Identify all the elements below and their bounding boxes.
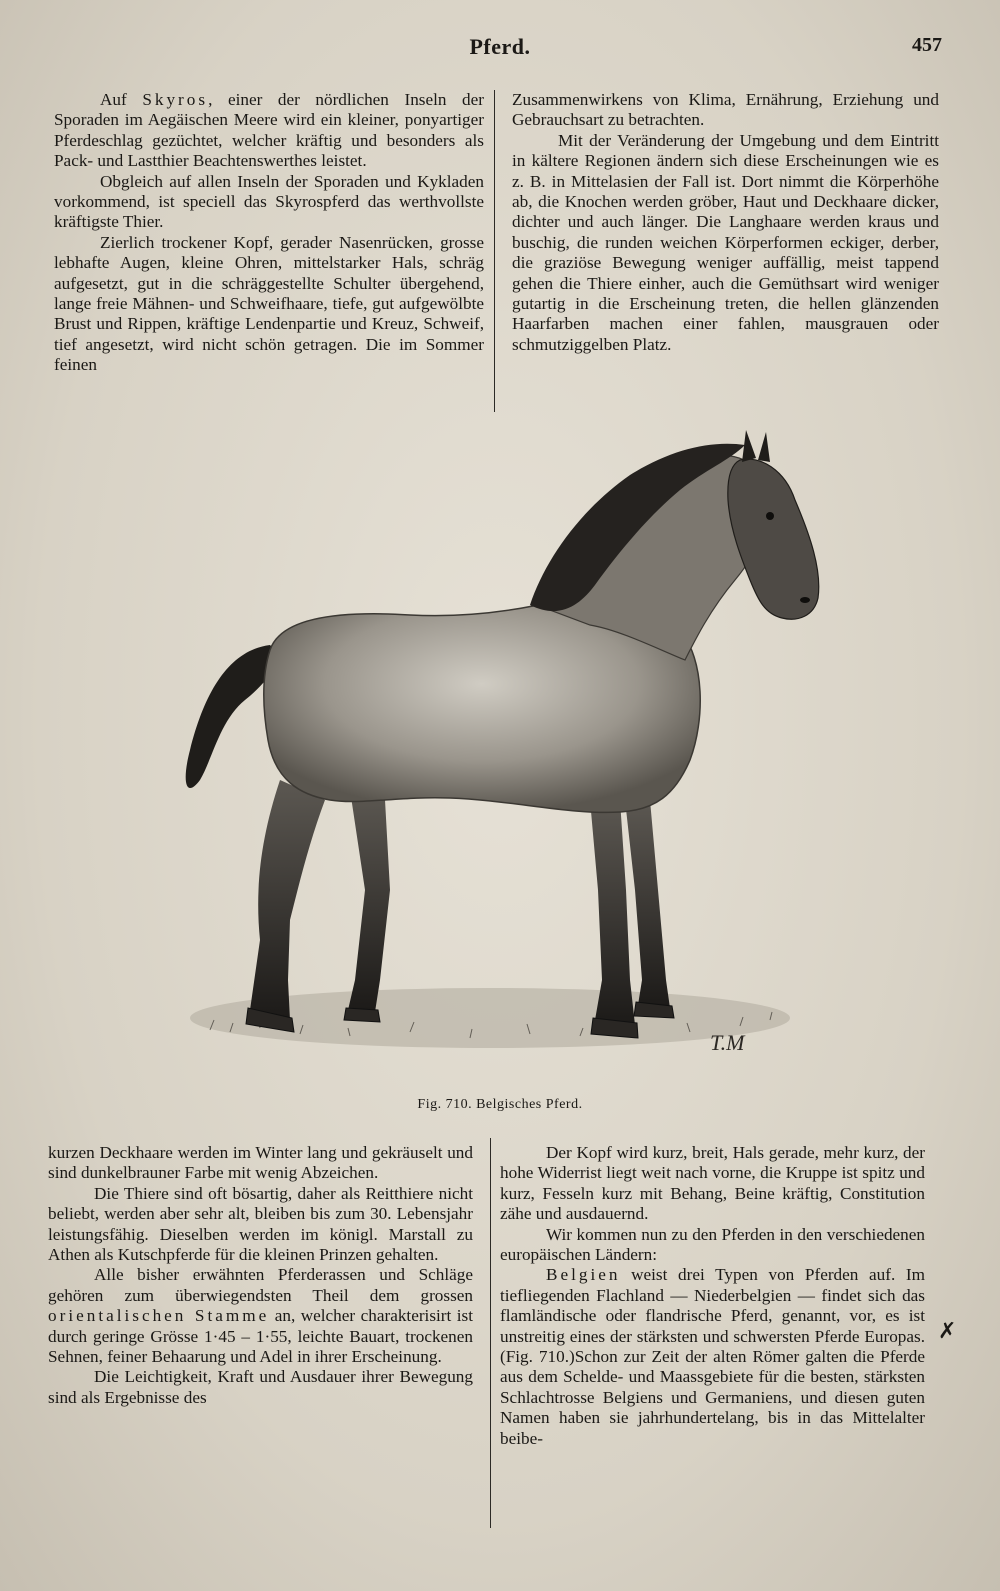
- paragraph-skyros: Auf Skyros, einer der nördlichen Inseln der Sporaden im Aegäischen Meere wird ein kleiner, ponyartiger Pferdeschlag gezüchtet, welcher kräftig und besonders als Pack- und Lastthier Beachtenswerthes leistet.: [54, 90, 484, 171]
- horse-eye: [766, 512, 774, 520]
- spaced-term-belgien: Belgien: [546, 1265, 621, 1285]
- front-leg-far: [625, 800, 670, 1008]
- paragraph-europaeisch: Wir kommen nun zu den Pferden in den verschiedenen europäischen Ländern:: [500, 1224, 925, 1265]
- spaced-term-orientalischen: orientalischen Stamme: [48, 1306, 270, 1326]
- paragraph-sporaden: Obgleich auf allen Inseln der Sporaden und Kykladen vorkommend, ist speciell das Skyrospferd das werthvollste kräftigste Thier.: [54, 171, 484, 232]
- bottom-right-column: [500, 1143, 925, 1449]
- paragraph-klima: Zusammenwirkens von Klima, Ernährung, Erziehung und Gebrauchsart zu betrachten.: [512, 90, 939, 130]
- spaced-term-skyros: Skyros: [142, 90, 209, 109]
- paragraph-leichtigkeit: Die Leichtigkeit, Kraft und Ausdauer ihrer Bewegung sind als Ergebnisse des: [48, 1367, 473, 1407]
- paragraph-description: Zierlich trockener Kopf, gerader Nasenrücken, grosse lebhafte Augen, kleine Ohren, mittelstarker Hals, schräg aufgesetzt, gut in die schräggestellte Schulter übergehend, lange freie Mähnen- und Schweifhaare, tiefe, gut aufgewölbte Brust und Rippen, kräftige Lendenpartie und Kreuz, Schweif, tief angesetzt, wird nicht schön getragen. Die im Sommer feinen: [54, 232, 484, 375]
- horse-ears: [742, 430, 770, 462]
- margin-pencil-mark: ✗: [938, 1318, 957, 1343]
- horse-nostril: [800, 597, 810, 603]
- paragraph-veraenderung: Mit der Veränderung der Umgebung und dem Eintritt in kältere Regionen ändern sich diese Erscheinungen wie es z. B. in Mittelasien der Fall ist. Dort nimmt die Körperhöhe ab, die Knochen werden gröber, Haut und Deckhaare dicker, dichter und auch länger. Die Langhaare werden kraus und buschig, die runden weichen Körperformen eckiger, derber, die graziöse Bewegung weniger auffällig, meist tappend gehen die Thiere einher, auch die Gemüthsart wird weniger gutartig in die Erscheinung treten, die hellen glänzenden Haarfarben machen einer fahlen, mausgrauen oder schmutziggelben Platz.: [512, 130, 939, 354]
- horse-head: [728, 459, 819, 619]
- paragraph-deckhaare: kurzen Deckhaare werden im Winter lang und gekräuselt und sind dunkelbrauner Farbe mit wenig Abzeichen.: [48, 1143, 473, 1183]
- hind-leg-far: [348, 790, 390, 1012]
- belgian-horse-drawing: [150, 420, 850, 1090]
- horse-illustration: [150, 420, 850, 1090]
- paragraph-orientalisch: Alle bisher erwähnten Pferderassen und Schläge gehören zum überwiegendsten Theil dem grossen orientalischen Stamme an, welcher charakterisirt ist durch geringe Grösse 1·45 – 1·55, leichte Bauart, trockenen Sehnen, feiner Behaarung und Adel in ihrer Erscheinung.: [48, 1265, 474, 1367]
- page-header-title: Pferd.: [469, 34, 531, 59]
- paragraph-boesartig: Die Thiere sind oft bösartig, daher als Reitthiere nicht beliebt, werden aber sehr alt, bleiben bis zum 30. Lebensjahr leistungsfähig. Dieselben werden im königl. Marstall zu Athen als Kutschpferde für die kleinen Prinzen gehalten.: [48, 1183, 473, 1265]
- figure-caption: Fig. 710. Belgisches Pferd.: [417, 1097, 583, 1112]
- top-left-column: [54, 90, 484, 376]
- column-divider-top: [494, 90, 495, 412]
- top-right-column: [512, 90, 939, 355]
- column-divider-bottom: [490, 1138, 491, 1528]
- illustrator-signature: T.M: [710, 1030, 745, 1055]
- page-number: 457: [912, 34, 942, 56]
- paragraph-kopf: Der Kopf wird kurz, breit, Hals gerade, mehr kurz, der hohe Widerrist liegt weit nach vorne, die Kruppe ist spitz und kurz, Fesseln kurz mit Behang, Beine kräftig, Constitution zähe und ausdauernd.: [500, 1143, 925, 1224]
- bottom-left-column: [48, 1143, 473, 1408]
- hind-leg-near: [250, 780, 325, 1020]
- paragraph-belgien: Belgien weist drei Typen von Pferden auf. Im tiefliegenden Flachland — Niederbelgien — findet sich das flamländische oder flandrische Pferd, genannt, vor, es ist unstreitig eines der stärksten und schwersten Pferde Europas. (Fig. 710.)Schon zur Zeit der alten Römer galten die Pferde aus dem Schelde- und Maassgebiete für die besten, stärksten Schlachtrosse Belgiens und Germaniens, und diesen guten Namen haben sie jahrhundertelang, bis in das Mittelalter beibe-: [500, 1265, 925, 1448]
